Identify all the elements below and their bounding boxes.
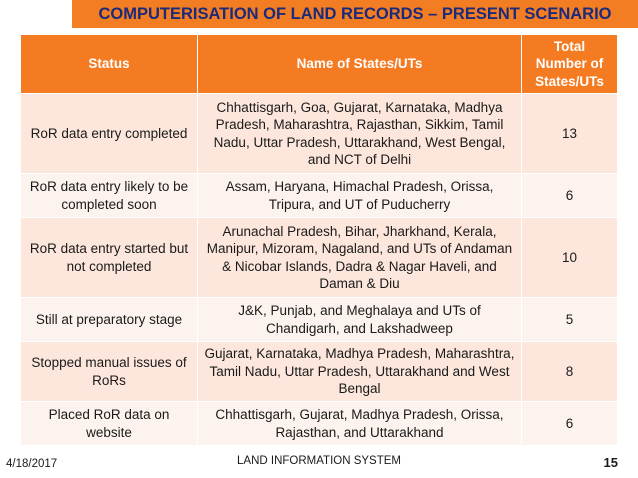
header-status: Status — [21, 35, 198, 94]
states-cell: Assam, Haryana, Himachal Pradesh, Orissa, Tripura, and UT of Puducherry — [198, 174, 522, 218]
table-row — [21, 402, 618, 446]
states-cell: Arunachal Pradesh, Bihar, Jharkhand, Kerala, Manipur, Mizoram, Nagaland, and UTs of Andaman & Nicobar Islands, Dadra & Nagar Haveli, and Daman & Diu — [198, 218, 522, 298]
status-cell: RoR data entry likely to be completed soon — [21, 174, 198, 218]
status-cell: Stopped manual issues of RoRs — [21, 342, 198, 402]
table-row — [21, 342, 618, 402]
total-cell: 13 — [522, 94, 618, 174]
total-cell: 8 — [522, 342, 618, 402]
table-header-row — [21, 35, 618, 94]
slide-title: COMPUTERISATION OF LAND RECORDS – PRESENT SCENARIO — [72, 0, 638, 28]
total-cell: 5 — [522, 298, 618, 342]
land-records-table — [20, 34, 618, 446]
header-states: Name of States/UTs — [198, 35, 522, 94]
status-cell: Still at preparatory stage — [21, 298, 198, 342]
page-number: 15 — [603, 455, 618, 470]
table-row — [21, 94, 618, 174]
states-cell: Chhattisgarh, Goa, Gujarat, Karnataka, Madhya Pradesh, Maharashtra, Rajasthan, Sikkim, Tamil Nadu, Uttar Pradesh, Uttarakhand, West Bengal, and NCT of Delhi — [198, 94, 522, 174]
total-cell: 6 — [522, 174, 618, 218]
header-total: Total Number of States/UTs — [522, 35, 618, 94]
total-cell: 6 — [522, 402, 618, 446]
states-cell: Gujarat, Karnataka, Madhya Pradesh, Maharashtra, Tamil Nadu, Uttar Pradesh, Uttarakhand and West Bengal — [198, 342, 522, 402]
total-cell: 10 — [522, 218, 618, 298]
status-cell: RoR data entry started but not completed — [21, 218, 198, 298]
status-cell: RoR data entry completed — [21, 94, 198, 174]
footer-title: LAND INFORMATION SYSTEM — [237, 455, 401, 467]
footer-date: 4/18/2017 — [6, 458, 58, 470]
table-row — [21, 174, 618, 218]
table-row — [21, 298, 618, 342]
states-cell: Chhattisgarh, Gujarat, Madhya Pradesh, Orissa, Rajasthan, and Uttarakhand — [198, 402, 522, 446]
status-cell: Placed RoR data on website — [21, 402, 198, 446]
table-row — [21, 218, 618, 298]
states-cell: J&K, Punjab, and Meghalaya and UTs of Chandigarh, and Lakshadweep — [198, 298, 522, 342]
